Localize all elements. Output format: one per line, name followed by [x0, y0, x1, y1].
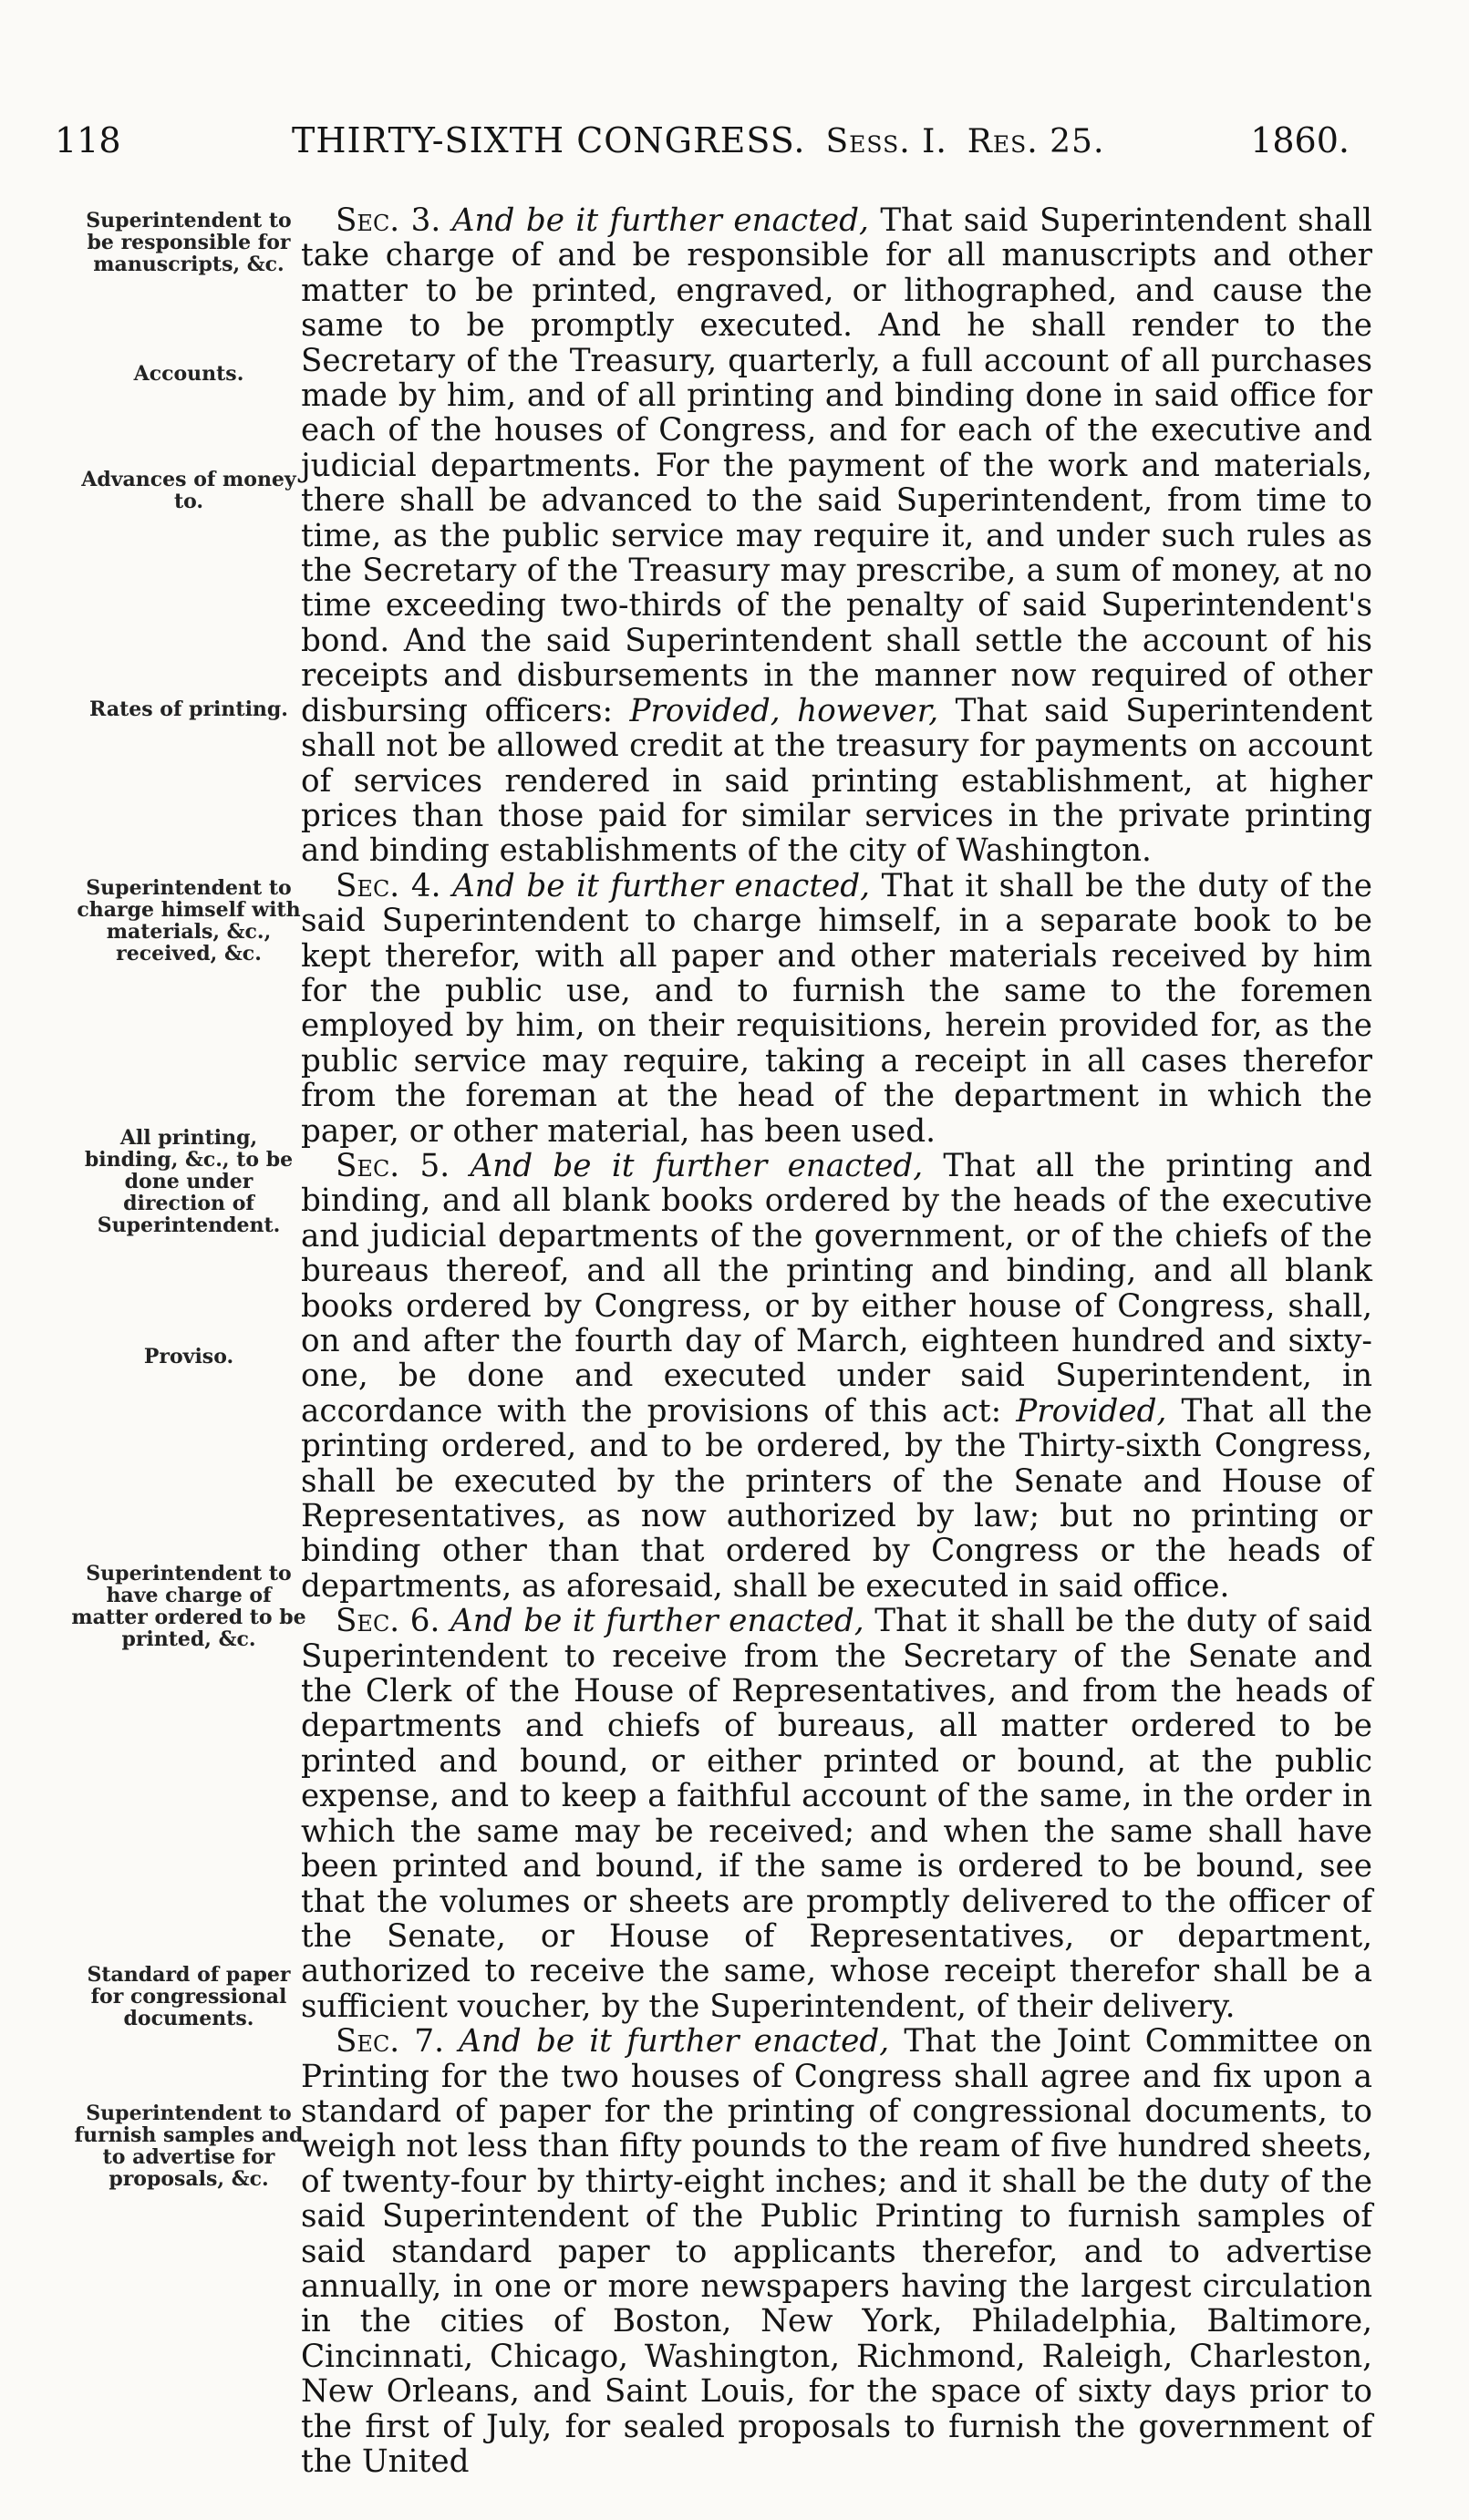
section-7 [301, 2024, 1372, 2479]
page-number: 118 [55, 120, 121, 160]
section-label: Sec. 6. [336, 1603, 440, 1640]
section-label: Sec. 7. [336, 2023, 444, 2060]
page-header [55, 120, 1350, 175]
statute-body [301, 203, 1372, 2479]
margin-note: Accounts. [133, 362, 244, 386]
resolution-number: Res. 25. [967, 123, 1105, 160]
running-title: THIRTY-SIXTH CONGRESS. [292, 120, 806, 160]
margin-note: Rates of printing. [89, 697, 288, 721]
margin-note: Superintendent to furnish samples and to advertise for proposals, &c. [74, 2102, 304, 2191]
enacting-clause: And be it further enacted, [450, 1603, 864, 1640]
section-label: Sec. 5. [336, 1147, 450, 1184]
enacting-clause: And be it further enacted, [452, 867, 870, 904]
section-text-continued: That said Superintendent shall not be allowed credit at the treasury for payments on account of services rendered in said printing establishment, at higher prices than those paid for similar services in the private printing and binding establishments of the city of Washington. [301, 692, 1373, 870]
section-text: That it shall be the duty of the said Superintendent to charge himself, in a separate book to be kept therefor, with all paper and other materials received by him for the public use, and to furnish the same to the foremen employed by him, on their requisitions, herein provided for, as the public service may require, taking a receipt in all cases therefor from the foreman at the head of the department in which the paper, or other material, has been used. [301, 867, 1373, 1150]
proviso-clause: Provided, however, [629, 692, 939, 729]
margin-note: Superintendent to be responsible for manuscripts, &c. [86, 209, 292, 276]
margin-note: Proviso. [143, 1345, 234, 1368]
enacting-clause: And be it further enacted, [451, 202, 869, 239]
margin-note: Standard of paper for congressional documents. [87, 1963, 291, 2030]
section-label: Sec. 4. [336, 867, 441, 904]
section-3 [301, 203, 1372, 869]
section-text: That the Joint Committee on Printing for the two houses of Congress shall agree and fix upon a standard of paper for the printing of congressional documents, to weigh not less than fifty pounds to the ream of five hundred sheets, of twenty-four by thirty-eight inches; and it shall be the duty of the said Superintendent of the Public Printing to furnish samples of said standard paper to applicants therefor, and to advertise annually, in one or more newspapers having the largest circulation in the cities of Boston, New York, Philadelphia, Baltimore, Cincinnati, Chicago, Washington, Richmond, Raleigh, Charleston, New Orleans, and Saint Louis, for the space of sixty days prior to the first of July, for sealed proposals to furnish the government of the United [301, 2023, 1372, 2480]
margin-note: Advances of money to. [81, 468, 296, 513]
margin-note: All printing, binding, &c., to be done under direction of Superintendent. [84, 1126, 294, 1237]
section-text: That it shall be the duty of said Superintendent to receive from the Secretary of the Senate and the Clerk of the House of Representatives, and from the heads of departments and chiefs of bureaus, all matter ordered to be printed and bound, or either printed or bound, at the public expense, and to keep a faithful account of the same, in the order in which the same may be received; and when the same shall have been printed and bound, if the same is ordered to be bound, see that the volumes or sheets are promptly delivered to the officer of the Senate, or House of Representatives, or department, authorized to receive the same, whose receipt therefor shall be a sufficient voucher, by the Superintendent, of their delivery. [301, 1603, 1372, 2025]
section-text: That said Superintendent shall take charge of and be responsible for all manuscripts and other matter to be printed, engraved, or lithographed, and cause the same to be promptly executed. And he shall render to the Secretary of the Treasury, quarterly, a full account of all purchases made by him, and of all printing and binding done in said office for each of the houses of Congress, and for each of the executive and judicial departments. For the payment of the work and materials, there shall be advanced to the said Superintendent, from time to time, as the public service may require it, and under such rules as the Secretary of the Treasury may prescribe, a sum of money, at no time exceeding two-thirds of the penalty of said Superintendent's bond. And the said Superintendent shall settle the account of his receipts and disbursements in the manner now required of other disbursing officers: [301, 202, 1372, 729]
year: 1860. [1250, 120, 1350, 160]
section-text: That all the printing and binding, and all blank books ordered by the heads of the executive and judicial departments of the government, or of the chiefs of the bureaus thereof, and all the printing and binding, and all blank books ordered by Congress, or by either house of Congress, shall, on and after the fourth day of March, eighteen hundred and sixty-one, be done and executed under said Superintendent, in accordance with the provisions of this act: [301, 1147, 1372, 1430]
section-4 [301, 869, 1372, 1149]
proviso-clause: Provided, [1016, 1392, 1167, 1430]
session-number: Sess. I. [825, 123, 947, 160]
section-5 [301, 1149, 1372, 1604]
enacting-clause: And be it further enacted, [470, 1147, 924, 1184]
margin-note: Superintendent to charge himself with materials, &c., received, &c. [77, 876, 301, 966]
margin-note: Superintendent to have charge of matter ordered to be printed, &c. [71, 1562, 306, 1651]
section-label: Sec. 3. [336, 202, 441, 239]
section-text-continued: That all the printing ordered, and to be ordered, by the Thirty-sixth Congress, shall be executed by the printers of the Senate and House of Representatives, as now authorized by law; but no printing or binding other than that ordered by Congress or the heads of departments, as aforesaid, shall be executed in said office. [301, 1392, 1372, 1605]
section-6 [301, 1604, 1372, 2024]
enacting-clause: And be it further enacted, [459, 2023, 890, 2060]
